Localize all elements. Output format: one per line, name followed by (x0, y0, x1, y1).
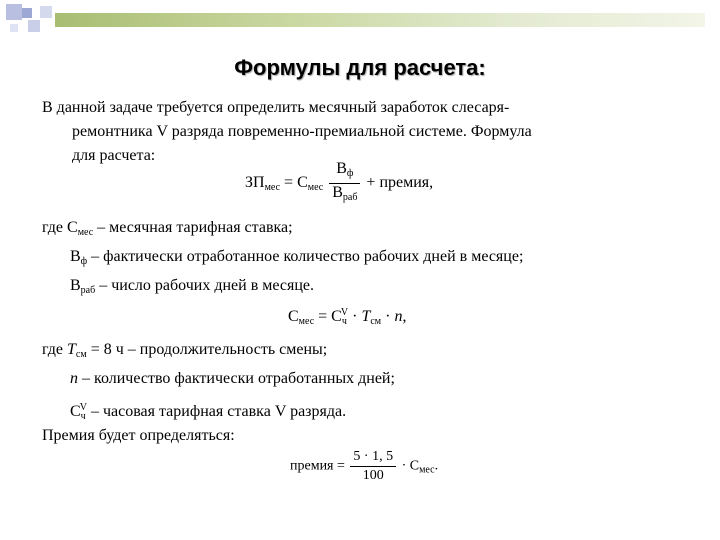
formula-salary: $ЗП_{мес} = С_{мес}$ $\frac{В_ф}{В_{раб}}$ + премия, (245, 160, 433, 207)
def-hourly-rate: $С_ч^V$ – часовая тарифная ставка V разряда. (70, 402, 347, 422)
bonus-intro: Премия будет определяться: (42, 427, 235, 444)
fraction-bonus: $\frac{5 \cdot 1, 5}{100}$ (350, 448, 396, 485)
def-actual-days: $В_ф$ – фактически отработанное количество рабочих дней в месяце; (70, 248, 524, 267)
slide-title: Формулы для расчета: (234, 55, 486, 80)
def-days-worked: n – количество фактически отработанных дней; (70, 370, 395, 387)
def-shift-length: где $T_{см} = 8$ ч – продолжительность смены; (42, 341, 328, 360)
decor-square (10, 24, 18, 32)
formula-monthly-rate: $С_{мес} = С_ч^V \cdot T_{см} \cdot n$, (288, 307, 407, 327)
intro-line-3: для расчета: (72, 147, 156, 164)
decor-square (40, 6, 52, 18)
header-gradient-bar (55, 13, 705, 27)
decor-square (6, 4, 22, 20)
def-working-days: $В_{раб}$ – число рабочих дней в месяце. (70, 277, 315, 296)
intro-line-2: ремонтника V разряда повременно-премиальной системе. Формула (72, 123, 532, 140)
decor-square (28, 20, 40, 32)
decor-square (22, 8, 32, 18)
fraction-days: $\frac{В_ф}{В_{раб}}$ (329, 160, 360, 207)
intro-line-1: В данной задаче требуется определить месячный заработок слесаря- (42, 99, 510, 116)
formula-bonus: премия = $\frac{5 \cdot 1, 5}{100}$ · $С_{мес}$. (290, 449, 439, 483)
def-monthly-rate: где $С_{мес}$ – месячная тарифная ставка; (42, 219, 293, 238)
